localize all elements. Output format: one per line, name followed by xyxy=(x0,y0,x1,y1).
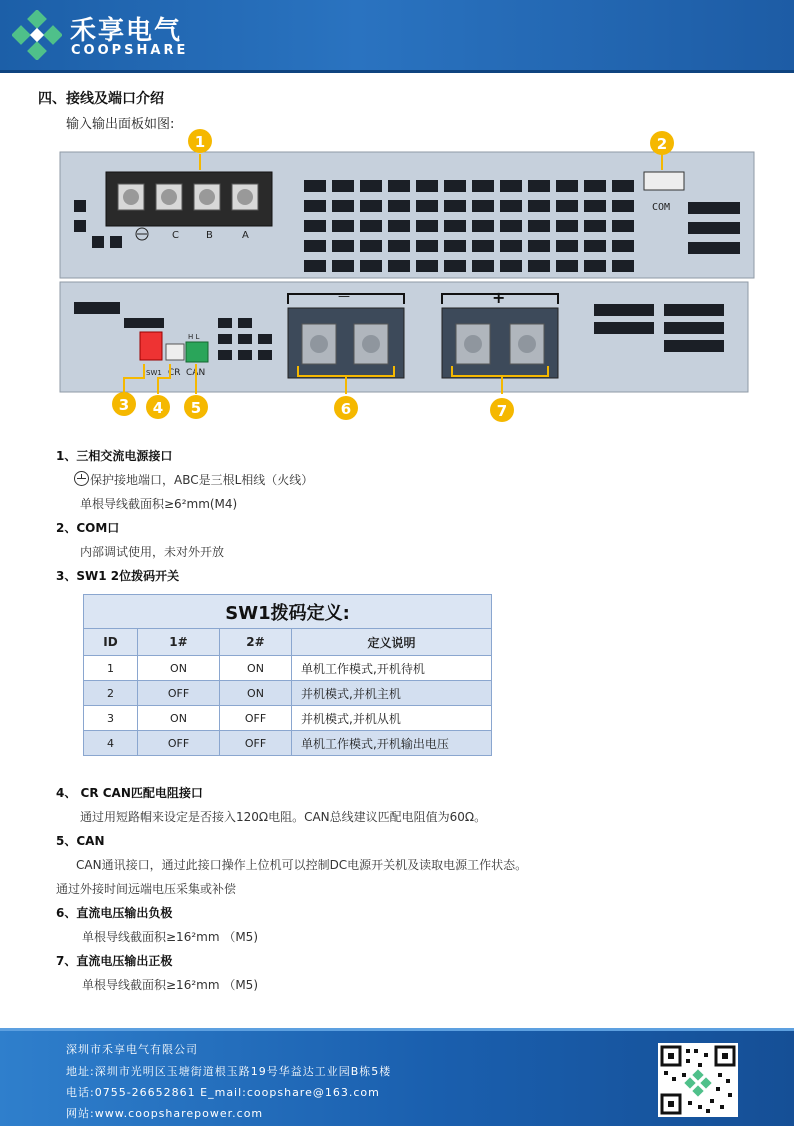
dc-minus-label: — xyxy=(338,289,350,303)
item-1-line-2: 单根导线截面积≥6²mm(M4) xyxy=(80,497,238,511)
brand-name-cn: 禾享电气 xyxy=(70,16,183,46)
callout-3: 3 xyxy=(118,396,130,414)
callout-6: 6 xyxy=(340,400,352,418)
section-subtitle: 输入输出面板如图: xyxy=(66,117,175,132)
footer-contact: 电话:0755-26652861 E_mail:coopshare@163.com xyxy=(66,1086,380,1099)
table-header: ID xyxy=(84,629,138,656)
table-header: 定义说明 xyxy=(292,629,492,656)
footer-address: 地址:深圳市光明区玉塘街道根玉路19号华益达工业园B栋5楼 xyxy=(66,1065,392,1078)
hl-label: H L xyxy=(188,333,200,341)
table-row: 3 ON OFF 并机模式,并机从机 xyxy=(84,706,492,731)
item-2-line-1: 内部调试使用，未对外开放 xyxy=(80,545,225,559)
item-5-line-2: 通过外接时间远端电压采集或补偿 xyxy=(56,882,237,896)
item-5-title: 5、CAN xyxy=(56,834,105,848)
terminal-label-a: A xyxy=(242,230,249,241)
table-row: 1 ON ON 单机工作模式,开机待机 xyxy=(84,656,492,681)
sw1-table xyxy=(83,594,491,756)
item-4-title: 4、 CR CAN匹配电阻接口 xyxy=(56,786,203,800)
item-3-title: 3、SW1 2位拨码开关 xyxy=(56,569,180,583)
item-6-title: 6、直流电压输出负极 xyxy=(56,906,173,920)
com-port-label: COM xyxy=(652,202,671,213)
item-1-title: 1、三相交流电源接口 xyxy=(56,449,173,463)
terminal-label-c: C xyxy=(172,230,179,241)
item-5-line-1: CAN通讯接口，通过此接口操作上位机可以控制DC电源开关机及读取电源工作状态。 xyxy=(76,858,528,872)
table-row: 4 OFF OFF 单机工作模式,开机输出电压 xyxy=(84,731,492,756)
footer-company: 深圳市禾享电气有限公司 xyxy=(66,1043,198,1056)
callout-7: 7 xyxy=(496,402,508,420)
callout-2: 2 xyxy=(656,135,668,153)
callout-5: 5 xyxy=(190,399,202,417)
can-label: CAN xyxy=(186,368,206,378)
io-panel-illustration xyxy=(58,128,758,428)
table-row: 2 OFF ON 并机模式,并机主机 xyxy=(84,681,492,706)
ground-icon xyxy=(74,471,89,486)
footer-website: 网站:www.coopsharepower.com xyxy=(66,1107,264,1120)
dc-plus-label: + xyxy=(492,288,506,307)
callout-1: 1 xyxy=(194,133,206,151)
qr-code-icon xyxy=(658,1043,738,1117)
table-header: 1# xyxy=(138,629,220,656)
section-title: 四、接线及端口介绍 xyxy=(38,91,164,107)
cr-label: CR xyxy=(168,368,181,378)
sw1-label: SW1 xyxy=(146,369,162,377)
brand-name-en: COOPSHARE xyxy=(71,43,189,58)
terminal-label-b: B xyxy=(206,230,213,241)
table-header: 2# xyxy=(220,629,292,656)
page-header xyxy=(0,0,794,73)
item-7-line-1: 单根导线截面积≥16²mm （M5) xyxy=(82,978,258,992)
item-1-line-1: 保护接地端口，ABC是三根L相线（火线） xyxy=(74,471,313,488)
table-caption: SW1拨码定义: xyxy=(84,595,492,629)
item-4-line-1: 通过用短路帽来设定是否接入120Ω电阻。CAN总线建议匹配电阻值为60Ω。 xyxy=(80,810,487,824)
callout-4: 4 xyxy=(152,399,164,417)
item-7-title: 7、直流电压输出正极 xyxy=(56,954,173,968)
coopshare-logo-icon xyxy=(12,10,62,60)
item-2-title: 2、COM口 xyxy=(56,521,120,535)
item-6-line-1: 单根导线截面积≥16²mm （M5) xyxy=(82,930,258,944)
